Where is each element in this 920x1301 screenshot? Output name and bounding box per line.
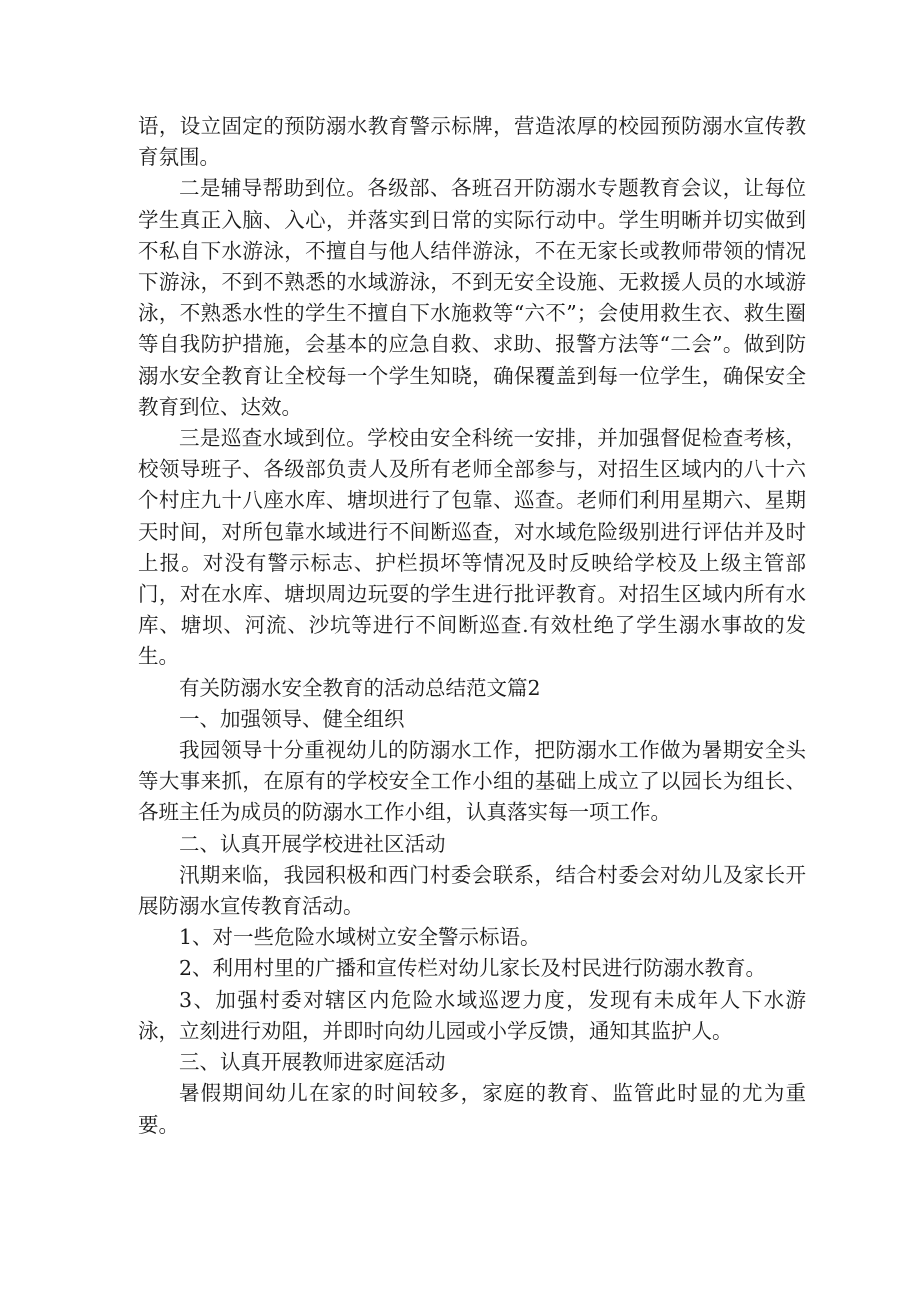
list-item-2: 2、利用村里的广播和宣传栏对幼儿家长及村民进行防溺水教育。 bbox=[179, 956, 767, 981]
paragraph-1: 语，设立固定的预防溺水教育警示标牌，营造浓厚的校园预防溺水宣传教育氛围。 bbox=[138, 114, 806, 170]
document-body bbox=[138, 111, 806, 1141]
paragraph-5: 汛期来临，我园积极和西门村委会联系，结合村委会对幼儿及家长开展防溺水宣传教育活动。 bbox=[138, 862, 806, 919]
list-item-1: 1、对一些危险水域树立安全警示标语。 bbox=[179, 925, 541, 950]
section-title-2: 有关防溺水安全教育的活动总结范文篇2 bbox=[179, 675, 541, 700]
paragraph-3: 三是巡查水域到位。学校由安全科统一安排，并加强督促检查考核，校领导班子、各级部负责人及所有老师全部参与，对招生区域内的八十六个村庄九十八座水库、塘坝进行了包靠、巡查。老师们利用星期六、星期天时间，对所包靠水域进行不间断巡查，对水域危险级别进行评估并及时上报。对没有警示标志、护栏损坏等情况及时反映给学校及上级主管部门，对在水库、塘坝周边玩耍的学生进行批评教育。对招生区域内所有水库、塘坝、河流、沙坑等进行不间断巡查.有效杜绝了学生溺水事故的发生。 bbox=[138, 426, 806, 669]
paragraph-6: 暑假期间幼儿在家的时间较多，家庭的教育、监管此时显的尤为重要。 bbox=[138, 1081, 806, 1137]
paragraph-2: 二是辅导帮助到位。各级部、各班召开防溺水专题教育会议，让每位学生真正入脑、入心，并落实到日常的实际行动中。学生明晰并切实做到不私自下水游泳，不擅自与他人结伴游泳，不在无家长或教师带领的情况下游泳，不到不熟悉的水域游泳，不到无安全设施、无救援人员的水域游泳，不熟悉水性的学生不擅自下水施救等“六不”；会使用救生衣、救生圈等自我防护措施，会基本的应急自救、求助、报警方法等“二会”。做到防溺水安全教育让全校每一个学生知晓，确保覆盖到每一位学生，确保安全教育到位、达效。 bbox=[138, 176, 806, 419]
heading-2: 二、认真开展学校进社区活动 bbox=[179, 831, 446, 856]
heading-3: 三、认真开展教师进家庭活动 bbox=[179, 1050, 446, 1075]
list-item-3: 3、加强村委对辖区内危险水域巡逻力度，发现有未成年人下水游泳，立刻进行劝阻，并即时向幼儿园或小学反馈，通知其监护人。 bbox=[138, 987, 806, 1043]
paragraph-4: 我园领导十分重视幼儿的防溺水工作，把防溺水工作做为暑期安全头等大事来抓，在原有的学校安全工作小组的基础上成立了以园长为组长、各班主任为成员的防溺水工作小组，认真落实每一项工作。 bbox=[138, 738, 806, 825]
heading-1: 一、加强领导、健全组织 bbox=[179, 706, 405, 731]
